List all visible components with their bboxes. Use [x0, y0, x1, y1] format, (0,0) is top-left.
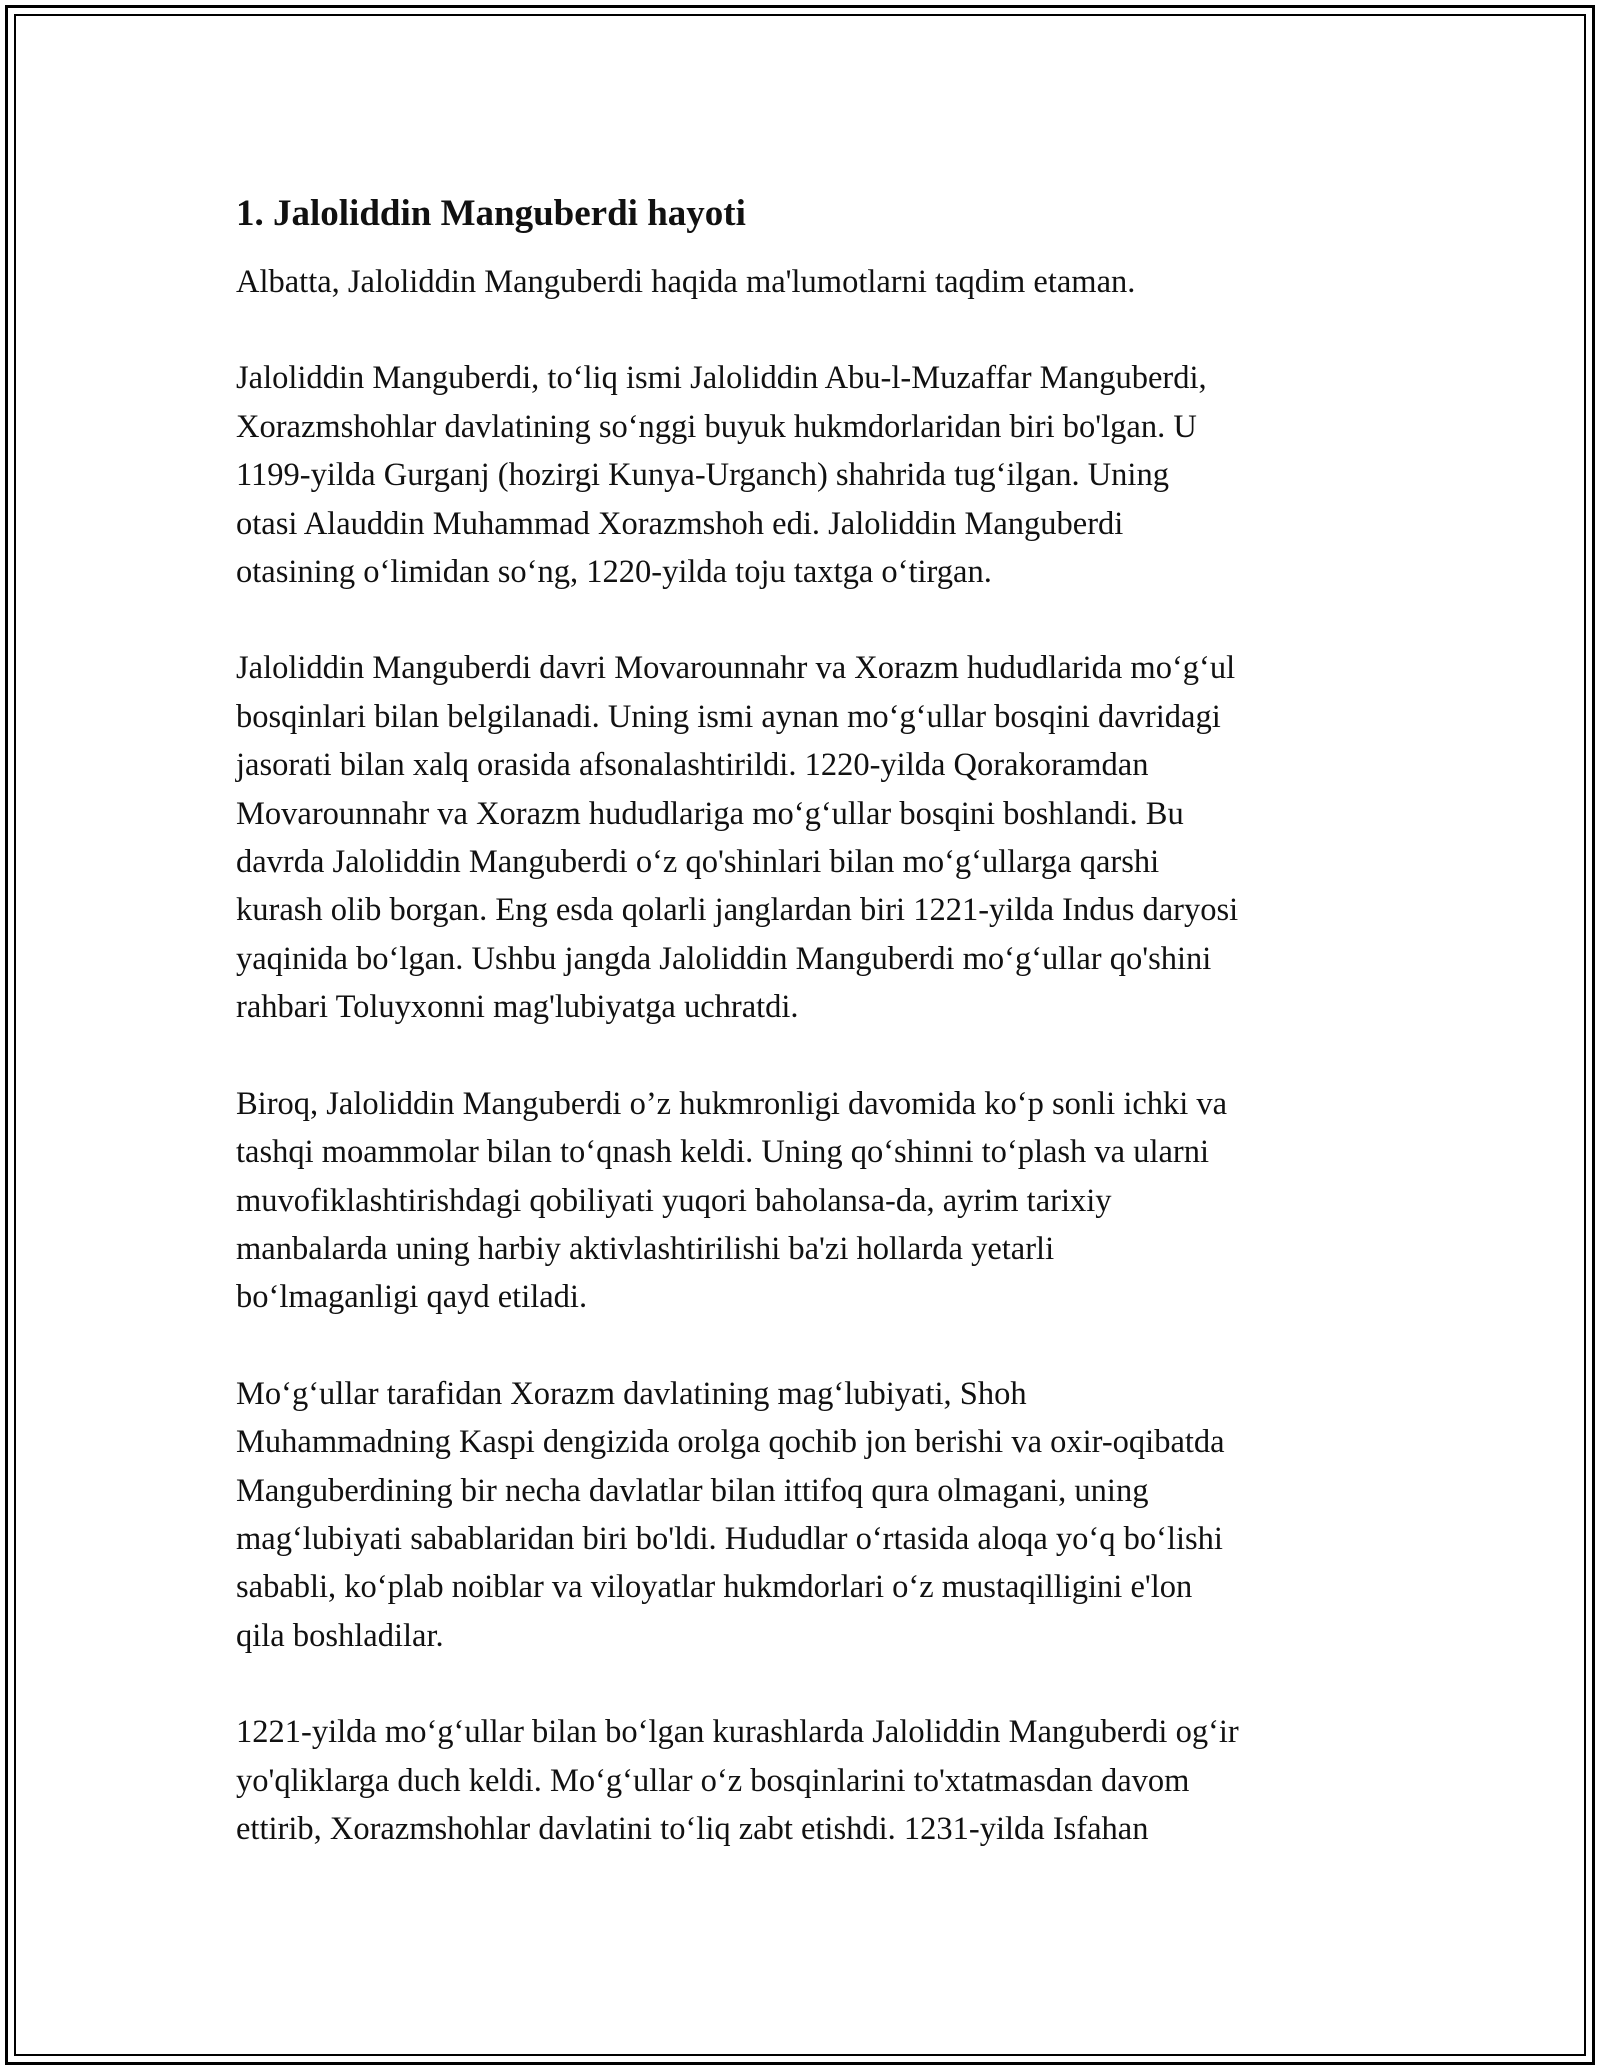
text-line: davrda Jaloliddin Manguberdi o‘z qo'shinlari bilan mo‘g‘ullarga qarshi — [236, 844, 1160, 881]
paragraph — [236, 1708, 1386, 1853]
document-body — [236, 190, 1386, 1901]
text-line: Jaloliddin Manguberdi davri Movarounnahr va Xorazm hududlarida mo‘g‘ul — [236, 650, 1236, 687]
text-line: 1221-yilda mo‘g‘ullar bilan bo‘lgan kurashlarda Jaloliddin Manguberdi og‘ir — [236, 1714, 1239, 1751]
paragraph — [236, 1370, 1386, 1660]
text-line: Biroq, Jaloliddin Manguberdi o’z hukmronligi davomida ko‘p sonli ichki va — [236, 1085, 1228, 1122]
text-line: otasi Alauddin Muhammad Xorazmshoh edi. Jaloliddin Manguberdi — [236, 505, 1124, 542]
section-heading: 1. Jaloliddin Manguberdi hayoti — [236, 193, 746, 234]
text-line: Movarounnahr va Xorazm hududlariga mo‘g‘ullar bosqini boshlandi. Bu — [236, 795, 1184, 832]
text-line: kurash olib borgan. Eng esda qolarli janglardan biri 1221-yilda Indus daryosi — [236, 892, 1239, 929]
text-line: tashqi moammolar bilan to‘qnash keldi. Uning qo‘shinni to‘plash va ularni — [236, 1134, 1210, 1171]
text-line: 1199-yilda Gurganj (hozirgi Kunya-Urganch) shahrida tug‘ilgan. Uning — [236, 457, 1169, 494]
text-line: muvofiklashtirishdagi qobiliyati yuqori baholansa-da, ayrim tarixiy — [236, 1182, 1112, 1219]
paragraph — [236, 354, 1386, 596]
text-line: bo‘lmaganligi qayd etiladi. — [236, 1279, 588, 1316]
text-line: sababli, ko‘plab noiblar va viloyatlar hukmdorlari o‘z mustaqilligini e'lon — [236, 1569, 1193, 1606]
paragraph — [236, 1080, 1386, 1322]
text-line: Jaloliddin Manguberdi, to‘liq ismi Jaloliddin Abu-l-Muzaffar Manguberdi, — [236, 360, 1207, 397]
text-line: rahbari Toluyxonni mag'lubiyatga uchratdi. — [236, 989, 799, 1026]
text-line: jasorati bilan xalq orasida afsonalashtirildi. 1220-yilda Qorakoramdan — [236, 747, 1149, 784]
paragraph — [236, 644, 1386, 1031]
text-line: manbalarda uning harbiy aktivlashtirilishi ba'zi hollarda yetarli — [236, 1230, 1055, 1267]
paragraph — [236, 258, 1386, 306]
text-line: Albatta, Jaloliddin Manguberdi haqida ma'lumotlarni taqdim etaman. — [236, 264, 1136, 300]
text-line: otasining o‘limidan so‘ng, 1220-yilda toju taxtga o‘tirgan. — [236, 554, 992, 591]
text-line: Xorazmshohlar davlatining so‘nggi buyuk hukmdorlaridan biri bo'lgan. U — [236, 408, 1197, 445]
text-line: yaqinida bo‘lgan. Ushbu jangda Jaloliddin Manguberdi mo‘g‘ullar qo'shini — [236, 940, 1212, 977]
text-line: bosqinlari bilan belgilanadi. Uning ismi aynan mo‘g‘ullar bosqini davridagi — [236, 698, 1221, 735]
text-line: mag‘lubiyati sabablaridan biri bo'ldi. Hududlar o‘rtasida aloqa yo‘q bo‘lishi — [236, 1520, 1223, 1557]
text-line: ettirib, Xorazmshohlar davlatini to‘liq zabt etishdi. 1231-yilda Isfahan — [236, 1810, 1149, 1847]
text-line: yo'qliklarga duch keldi. Mo‘g‘ullar o‘z bosqinlarini to'xtatmasdan davom — [236, 1762, 1190, 1799]
text-line: qila boshladilar. — [236, 1617, 444, 1654]
text-line: Manguberdining bir necha davlatlar bilan ittifoq qura olmagani, uning — [236, 1472, 1149, 1509]
text-line: Muhammadning Kaspi dengizida orolga qochib jon berishi va oxir-oqibatda — [236, 1424, 1225, 1461]
text-line: Mo‘g‘ullar tarafidan Xorazm davlatining mag‘lubiyati, Shoh — [236, 1375, 1027, 1412]
paragraph-list — [236, 258, 1386, 1853]
